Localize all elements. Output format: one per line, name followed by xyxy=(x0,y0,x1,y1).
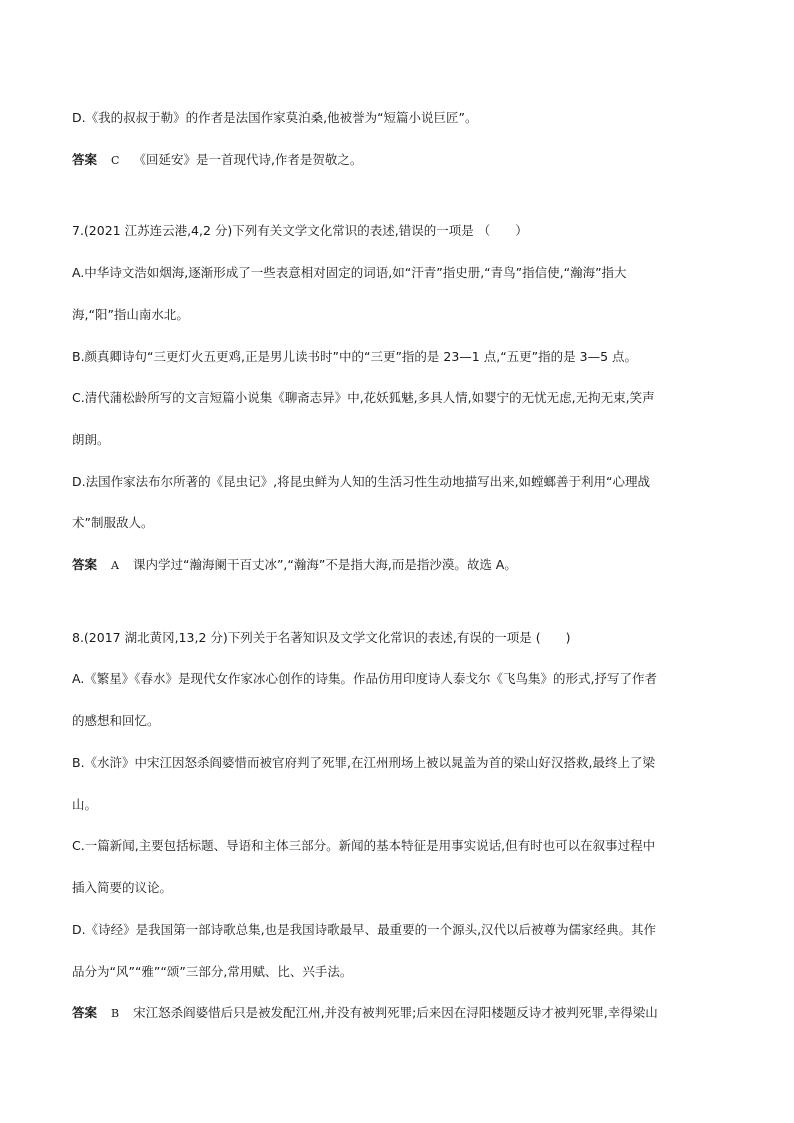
answer-label: 答案 xyxy=(72,152,98,167)
q7-stem: 7.(2021 江苏连云港,4,2 分)下列有关文学文化常识的表述,错误的一项是 （ ） xyxy=(72,223,528,238)
answer-letter: B xyxy=(111,1007,120,1020)
q7-answer xyxy=(72,556,732,575)
q7-option-d-line2: 术”制服敌人。 xyxy=(72,515,154,530)
q6-answer xyxy=(72,151,732,170)
q6-option-d: D.《我的叔叔于勒》的作者是法国作家莫泊桑,他被誉为“短篇小说巨匠”。 xyxy=(72,110,478,125)
answer-explanation: 课内学过“瀚海阑干百丈冰”,“瀚海”不是指大海,而是指沙漠。故选 A。 xyxy=(132,557,517,572)
answer-explanation: 宋江怒杀阎婆惜后只是被发配江州,并没有被判死罪;后来因在浔阳楼题反诗才被判死罪,幸得梁山 xyxy=(133,1005,658,1020)
q8-option-a-line2: 的感想和回忆。 xyxy=(72,713,160,728)
q7-option-c-line1: C.清代蒲松龄所写的文言短篇小说集《聊斋志异》中,花妖狐魅,多具人情,如婴宁的无忧无虑,无拘无束,笑声 xyxy=(72,390,655,405)
q8-option-b-line2: 山。 xyxy=(72,797,98,812)
q7-option-a-line2: 海,“阳”指山南水北。 xyxy=(72,307,189,322)
q7-option-c-line2: 朗朗。 xyxy=(72,432,110,447)
q8-option-d-line1: D.《诗经》是我国第一部诗歌总集,也是我国诗歌最早、最重要的一个源头,汉代以后被尊为儒家经典。其作 xyxy=(72,922,657,937)
answer-letter: A xyxy=(111,559,119,572)
q8-option-d-line2: 品分为“风”“雅”“颂”三部分,常用赋、比、兴手法。 xyxy=(72,964,353,979)
answer-letter: C xyxy=(111,154,120,167)
q8-option-b-line1: B.《水浒》中宋江因怒杀阎婆惜而被官府判了死罪,在江州刑场上被以晁盖为首的梁山好汉搭救,最终上了梁 xyxy=(72,755,655,770)
answer-label: 答案 xyxy=(72,557,98,572)
q7-option-a-line1: A.中华诗文浩如烟海,逐渐形成了一些表意相对固定的词语,如“汗青”指史册,“青鸟”指信使,“瀚海”指大 xyxy=(72,265,627,280)
q8-option-c-line2: 插入简要的议论。 xyxy=(72,880,173,895)
q7-option-d-line1: D.法国作家法布尔所著的《昆虫记》,将昆虫鲜为人知的生活习性生动地描写出来,如螳螂善于利用“心理战 xyxy=(72,474,651,489)
q8-stem: 8.(2017 湖北黄冈,13,2 分)下列关于名著知识及文学文化常识的表述,有误的一项是 ( ) xyxy=(72,630,571,645)
q8-option-c-line1: C.一篇新闻,主要包括标题、导语和主体三部分。新闻的基本特征是用事实说话,但有时也可以在叙事过程中 xyxy=(72,838,656,853)
q8-answer xyxy=(72,1004,732,1023)
q8-option-a-line1: A.《繁星》《春水》是现代女作家冰心创作的诗集。作品仿用印度诗人泰戈尔《飞鸟集》的形式,抒写了作者 xyxy=(72,671,658,686)
answer-explanation: 《回延安》是一首现代诗,作者是贺敬之。 xyxy=(133,152,363,167)
answer-label: 答案 xyxy=(72,1005,98,1020)
q7-option-b: B.颜真卿诗句“三更灯火五更鸡,正是男儿读书时”中的“三更”指的是 23—1 点,“五更”指的是 3—5 点。 xyxy=(72,349,638,364)
